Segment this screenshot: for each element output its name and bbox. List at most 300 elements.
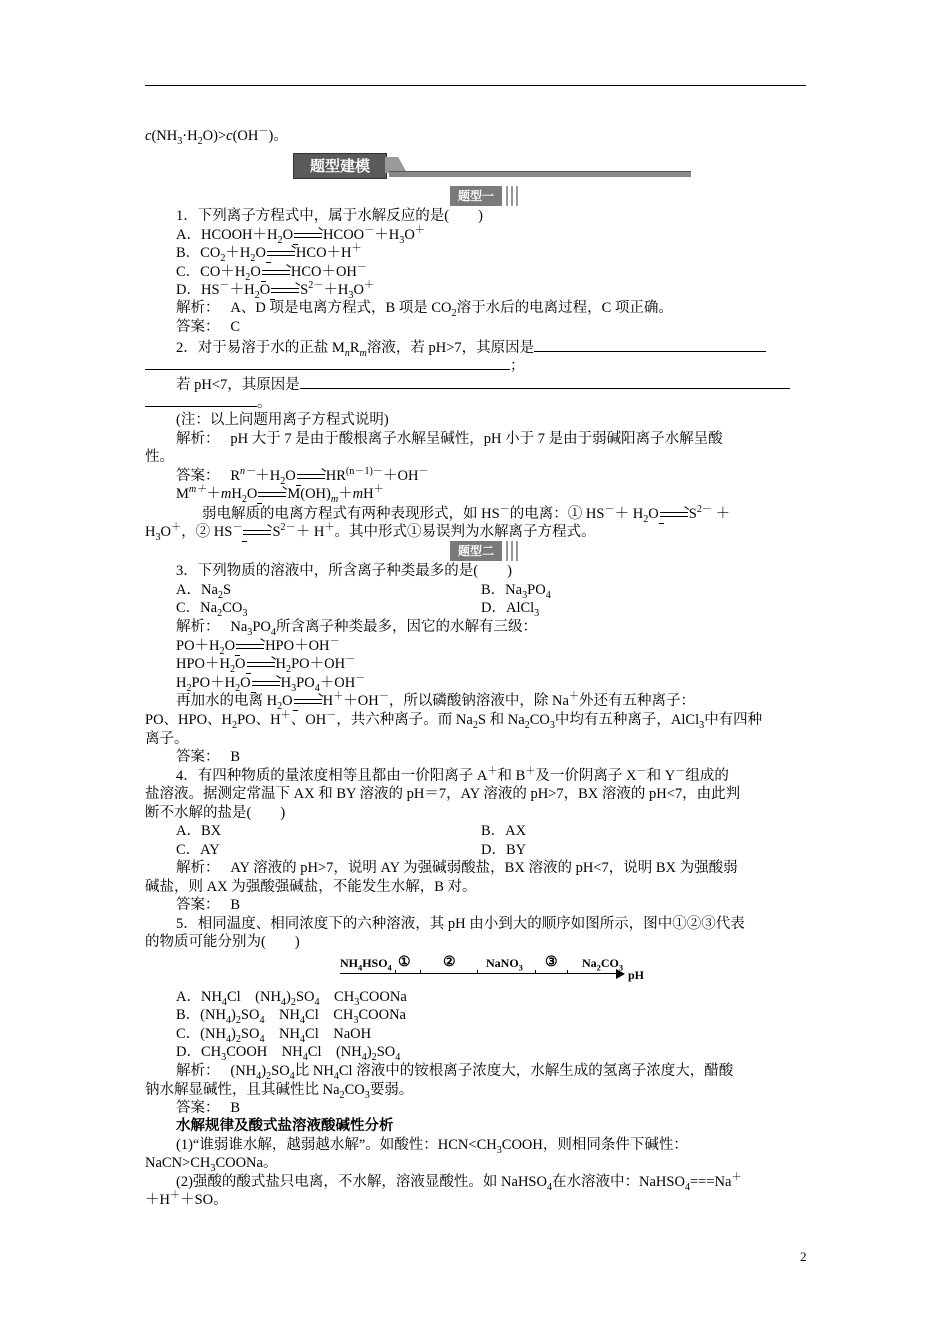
axis-tick [567, 970, 568, 974]
t: D．CH [176, 1044, 222, 1060]
q5-option-d [176, 1044, 400, 1061]
t: 解析： [176, 1063, 220, 1079]
t: 2－ [696, 504, 713, 516]
t: 钠水解显碱性，且其碱性比 Na [145, 1082, 340, 1098]
equilibrium-arrow [267, 250, 295, 258]
q5-answer [176, 1100, 240, 1117]
stripe [511, 186, 513, 206]
t: 4 [333, 1070, 339, 1082]
q3-eq-2 [176, 656, 355, 673]
t: H [176, 675, 187, 691]
answer-blank[interactable] [145, 393, 257, 407]
equilibrium-arrow [262, 269, 290, 277]
t: 答案： [176, 749, 220, 765]
t: (2)强酸的酸式盐只电离，不水解，溶液显酸性。如 NaHSO [176, 1174, 547, 1190]
t: 2 [286, 663, 292, 675]
stripe [511, 541, 513, 561]
q3-analysis [176, 619, 537, 636]
q4-line-2: 盐溶液。据测定常温下 AX 和 BY 溶液的 pH＝7，AY 溶液的 pH>7，BX 溶液的 pH<7，由此判 [145, 786, 741, 802]
label-ph: pH [628, 968, 645, 982]
t: ＋ H [614, 506, 644, 522]
t: 3 [242, 607, 248, 619]
q3-eq-3 [176, 675, 365, 692]
q3-eq-1 [176, 638, 340, 655]
t: HCO＋H [295, 245, 352, 261]
t: ＋SO。 [180, 1192, 228, 1208]
t: CO [344, 1082, 365, 1098]
t: ＋H [374, 227, 400, 243]
t: NaCN>CH [145, 1155, 211, 1171]
q2-tip-1 [202, 506, 730, 523]
t: O [353, 282, 364, 298]
t: 3 [210, 1162, 216, 1174]
t: c [226, 128, 233, 144]
t: － [499, 504, 510, 516]
t: 3 [247, 626, 253, 638]
equilibrium-arrow [294, 698, 322, 706]
t: ，所以磷酸钠溶液中，除 Na [388, 693, 569, 709]
t: 答案： [176, 1100, 220, 1116]
t: O [255, 245, 266, 261]
summary-title: 水解规律及酸式盐溶液酸碱性分析 [176, 1118, 394, 1134]
axis-tick [395, 970, 396, 974]
label-circle-1: ① [398, 955, 411, 970]
equilibrium-arrow [297, 473, 325, 481]
t: 在水溶液中：NaHSO [552, 1174, 685, 1190]
t: ) [261, 1063, 267, 1079]
t: ＋ [487, 766, 498, 778]
t: A．NH [176, 989, 222, 1005]
t: H [231, 486, 242, 502]
t: PO＋H [191, 675, 236, 691]
t: D．AlCl [481, 600, 535, 616]
q2-tip-2 [145, 524, 595, 541]
banner-title: 题型建模 [293, 153, 387, 179]
q3-option-a [176, 582, 231, 599]
t: － [675, 766, 686, 778]
t: 组成的 [685, 768, 729, 784]
t: C．CO＋H [176, 264, 246, 280]
q4-line-3: 断不水解的盐是( ) [145, 805, 286, 821]
q4-option-b: B．AX [481, 823, 527, 839]
t: 答案： [176, 468, 220, 484]
summary-p1-cont [145, 1155, 277, 1172]
t: 外还有五种离子： [579, 693, 695, 709]
t: S [300, 282, 309, 298]
t: 3 [353, 1014, 359, 1026]
t: HCO＋OH [290, 264, 357, 280]
t: 2 [217, 589, 223, 601]
q3-line-4 [176, 693, 695, 710]
t: ＋OH [343, 693, 379, 709]
t: 4 [270, 626, 276, 638]
t: 4 [221, 996, 227, 1008]
t: pH 大于 7 是由于酸根离子水解呈碱性，pH 小于 7 是由于弱碱阳离子水解呈酸 [230, 431, 723, 447]
t: ＋ [525, 766, 536, 778]
t: Na [230, 619, 248, 635]
q4-answer [176, 897, 240, 914]
axis-tick [420, 970, 421, 974]
t: O [404, 227, 415, 243]
t: 4 [387, 963, 392, 973]
t: (NH [151, 128, 178, 144]
t: － [378, 691, 389, 703]
summary-p1 [176, 1137, 688, 1154]
t: 答案： [176, 319, 220, 335]
type-tag-label: 题型二 [450, 541, 502, 561]
t: 若 pH<7，其原因是 [176, 377, 300, 393]
q3-line-6: 离子。 [145, 731, 189, 747]
t: C．Na [176, 600, 218, 616]
t: － [219, 280, 230, 292]
q5-line-1: 5．相同温度、相同浓度下的六种溶液，其 pH 由小到大的顺序如图所示，图中①②③代表 [176, 916, 745, 932]
t: 中有四种 [704, 712, 763, 728]
equilibrium-arrow [294, 232, 322, 240]
t: 2 [235, 1014, 241, 1026]
t: 2 [235, 682, 241, 694]
q2-note: (注：以上问题用离子方程式说明) [176, 412, 389, 428]
q5-option-c [176, 1026, 371, 1043]
t: 及一价阴离子 X [535, 768, 637, 784]
t: (OH [232, 128, 259, 144]
t: ； [510, 358, 525, 374]
q3-line-5 [145, 712, 762, 729]
header-rule [145, 85, 806, 86]
t: 2 [339, 1089, 345, 1101]
t: 2 [254, 289, 260, 301]
axis-tick [535, 970, 536, 974]
t: m [220, 486, 232, 502]
q2-line3 [176, 375, 790, 394]
t: PO、H [237, 712, 281, 728]
t: M(OH) [287, 486, 331, 502]
t: 3 [177, 135, 183, 147]
t: 3 [534, 607, 540, 619]
t: NH [264, 1007, 300, 1023]
t: 4 [684, 1181, 690, 1193]
t: 溶液，若 pH>7，其原因是 [366, 340, 535, 356]
t: n－ [240, 466, 256, 478]
t: 2 [277, 234, 283, 246]
q3-option-d [481, 600, 539, 617]
ph-axis [340, 973, 618, 974]
t: 3 [348, 289, 354, 301]
banner-bar [389, 171, 691, 177]
equilibrium-arrow [258, 491, 286, 499]
t: 4 [358, 963, 363, 973]
t: O [259, 282, 271, 298]
t: ＋H [229, 282, 255, 298]
q2-analysis-2: 性。 [145, 449, 174, 465]
t: ＋ [171, 522, 182, 534]
t: － [232, 522, 243, 534]
t: PO [252, 619, 271, 635]
t: 4 [299, 1033, 306, 1045]
t: H [275, 656, 287, 672]
t: ＋ [373, 484, 384, 496]
t: ＋ [414, 225, 425, 237]
t: 3 [291, 682, 297, 694]
intro-line [145, 128, 288, 145]
t: 2 [232, 719, 238, 731]
t: － [326, 710, 337, 722]
type-tag-1 [450, 186, 520, 206]
t: O [285, 468, 296, 484]
t: CO [222, 600, 243, 616]
t: NaNO [486, 956, 519, 970]
t: ＋ [338, 486, 353, 502]
t: PO [527, 582, 546, 598]
t: O [648, 506, 659, 522]
t: D．HS [176, 282, 220, 298]
t: O [246, 486, 258, 502]
answer-blank[interactable] [534, 338, 766, 352]
t: H [322, 693, 334, 709]
t: B．Na [481, 582, 523, 598]
t: 2 [266, 1070, 272, 1082]
q1-stem: 1．下列离子方程式中，属于水解反应的是( ) [176, 208, 483, 224]
t: 中均有五种离子，AlCl [554, 712, 700, 728]
t: ＋ [333, 691, 344, 703]
q4-option-c: C．AY [176, 842, 220, 858]
equilibrium-arrow [252, 680, 280, 688]
t: 4 [259, 1014, 265, 1026]
q3-stem: 3．下列物质的溶液中，所含离子种类最多的是( ) [176, 563, 512, 579]
t: ＋OH [383, 468, 419, 484]
t: ＋ H [295, 524, 325, 540]
t: 2 [197, 135, 203, 147]
t: 弱电解质的电离方程式有两种表现形式，如 HS [202, 506, 500, 522]
t: (1)“谁弱谁水解，越弱越水解”。如酸性：HCN<CH [176, 1137, 497, 1153]
q3-option-c [176, 600, 247, 617]
t: m [352, 486, 364, 502]
t: Cl (NH [307, 1044, 362, 1060]
t: CO [529, 712, 550, 728]
t: 要弱。 [369, 1082, 414, 1098]
t: 3 [399, 234, 405, 246]
t: ＋ [731, 1172, 742, 1184]
t: COOH，则相同条件下碱性： [501, 1137, 688, 1153]
t: 3 [354, 996, 360, 1008]
t: HPO＋OH [265, 638, 330, 654]
t: 4 [302, 1051, 308, 1063]
t: ＋H [255, 468, 281, 484]
q4-analysis-2: 碱盐，则 AX 为强酸强碱盐，不能发生水解，B 对。 [145, 879, 477, 895]
t: O [224, 638, 236, 654]
label-circle-3: ③ [545, 955, 558, 970]
t: HCOO [323, 227, 365, 243]
page-number: 2 [800, 1249, 807, 1264]
t: 3 [496, 1144, 502, 1156]
t: Cl 溶液中的铵根离子浓度大，水解生成的氢离子浓度大，醋酸 [338, 1063, 734, 1079]
summary-p2-cont [145, 1192, 228, 1209]
t: m＋ [188, 484, 207, 496]
t: 比 NH [294, 1063, 334, 1079]
t: 4 [314, 996, 320, 1008]
equilibrium-arrow [247, 661, 275, 669]
answer-blank[interactable] [300, 375, 790, 389]
t: 、OH [290, 712, 327, 728]
t: B [230, 897, 241, 913]
t: － [418, 466, 429, 478]
stripe [506, 541, 508, 561]
q4-analysis [176, 860, 738, 877]
equilibrium-arrow [271, 287, 299, 295]
t: c [145, 128, 152, 144]
q1-analysis [176, 300, 673, 317]
label-nh4hso4 [340, 956, 392, 971]
t: 4 [395, 1051, 401, 1063]
t: S [688, 506, 697, 522]
t: 3 [155, 531, 161, 543]
t: 2 [451, 307, 457, 319]
t: H [363, 486, 374, 502]
stripe [516, 541, 518, 561]
t: ，② HS [181, 524, 233, 540]
q1-option-d [176, 282, 374, 299]
t: ＋H [225, 245, 251, 261]
t: n [344, 347, 350, 359]
t: 2 [290, 996, 296, 1008]
t: C．(NH [176, 1026, 226, 1042]
t: ＋OH [319, 675, 356, 691]
q5-analysis-2 [145, 1082, 413, 1099]
t: B [230, 749, 241, 765]
t: O [235, 656, 246, 672]
label-circle-2: ② [443, 955, 456, 970]
t: R [230, 468, 241, 484]
t: － [258, 126, 269, 138]
t: 2 [280, 475, 286, 487]
q3-answer [176, 749, 240, 766]
t: CH [319, 989, 355, 1005]
t: 4 [256, 1070, 262, 1082]
t: C [230, 319, 241, 335]
t: COONa [359, 989, 407, 1005]
t: 4 [314, 682, 320, 694]
t: A、D 项是电离方程式，B 项是 CO [230, 300, 452, 316]
t: B．(NH [176, 1007, 226, 1023]
t: 2．对于易溶于水的正盐 M [176, 340, 345, 356]
q5-option-b [176, 1007, 406, 1024]
t: 再加水的电离 H [176, 693, 278, 709]
q1-option-b [176, 245, 362, 262]
q4-line-1 [176, 768, 729, 785]
t: 2 [472, 719, 478, 731]
section-banner [293, 153, 691, 179]
t: 3 [522, 589, 528, 601]
t: m [330, 493, 339, 505]
t: 2 [524, 719, 530, 731]
t: Cl CH [305, 1007, 354, 1023]
t: ＋ [363, 280, 375, 292]
t: 3 [364, 1089, 370, 1101]
q5-line-2: 的物质可能分别为( ) [145, 934, 300, 950]
t: ＋ [568, 691, 579, 703]
t: 4 [546, 1181, 553, 1193]
t: ) [231, 1026, 236, 1042]
q2-stem [176, 338, 766, 357]
t: ＋ [351, 243, 362, 255]
t: 4 [299, 1014, 306, 1026]
t: 3 [221, 1051, 227, 1063]
t: SO [376, 1044, 396, 1060]
t: 溶于水后的电离过程，C 项正确。 [456, 300, 673, 316]
t: 2 [596, 963, 601, 973]
t: － [356, 262, 368, 274]
t: ，共六种离子。而 Na [336, 712, 473, 728]
t: PO＋H [176, 638, 220, 654]
t: O [282, 227, 294, 243]
t: 。其中形式①易误判为水解离子方程式。 [334, 524, 596, 540]
t: 2 [245, 271, 251, 283]
t: 解析： [176, 619, 220, 635]
t: 3 [549, 719, 555, 731]
t: 2 [229, 663, 236, 675]
t: O [160, 524, 172, 540]
t: 2 [235, 1033, 241, 1045]
q3-option-b [481, 582, 551, 599]
t: ＋ [169, 1190, 181, 1202]
t: ＋ [280, 710, 291, 722]
t: － [636, 766, 647, 778]
t: Cl (NH [226, 989, 281, 1005]
t: ＋ [715, 506, 731, 522]
t: 3 [699, 719, 705, 731]
type-tag-label: 题型一 [450, 186, 502, 206]
t: 3 [518, 963, 523, 973]
t: 解析： [176, 431, 220, 447]
t: R [349, 340, 360, 356]
t: 2－ [280, 522, 296, 534]
t: ＋H [145, 1192, 170, 1208]
q2-answer-2 [176, 486, 384, 503]
t: － [364, 225, 375, 237]
t: SO [240, 1007, 260, 1023]
ph-order-figure [340, 956, 650, 986]
t: 2 [277, 700, 283, 712]
axis-tick [477, 970, 478, 974]
t: PO [296, 675, 315, 691]
t: 4 [259, 1033, 265, 1045]
t: ＋H [323, 282, 349, 298]
q2-line2 [145, 356, 525, 375]
t: B．CO [176, 245, 221, 261]
t: )。 [268, 128, 288, 144]
t: 4 [225, 1033, 232, 1045]
t: PO＋OH [291, 656, 346, 672]
q2-answer-1 [176, 468, 429, 485]
t: M [176, 486, 189, 502]
t: Cl NaOH [305, 1026, 372, 1042]
t: 4 [225, 1014, 232, 1026]
t: － [345, 654, 356, 666]
t: SO [240, 1026, 260, 1042]
t: ) [286, 989, 291, 1005]
t: HR [325, 468, 346, 484]
t: HSO [362, 956, 388, 970]
t: ===Na [690, 1174, 732, 1190]
t: O [240, 675, 251, 691]
summary-p2 [176, 1174, 742, 1191]
equilibrium-arrow [243, 529, 271, 537]
t: S [222, 582, 232, 598]
q4-option-a: A．BX [176, 823, 222, 839]
t: PO、HPO、H [145, 712, 233, 728]
t: O)> [202, 128, 227, 144]
answer-blank[interactable] [145, 356, 510, 370]
t: 4．有四种物质的量浓度相等且都由一价阳离子 A [176, 768, 488, 784]
